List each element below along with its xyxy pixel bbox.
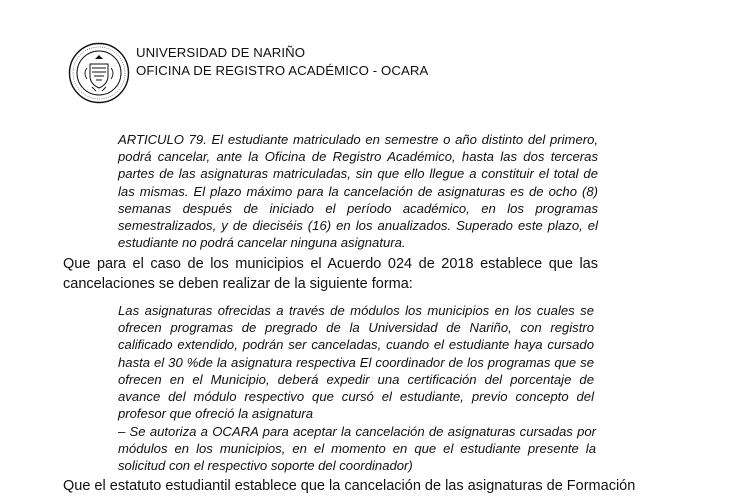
- quoted-municipios-rule: Las asignaturas ofrecidas a través de módulos los municipios en los cuales se ofrecen programas de pregrado de la Universidad de Nariño, con registro calificado extendido, podrán ser canceladas, cuando el estudiante haya cursado hasta el 30 %de la asignatura respectiva El coordinador de los programas que se ofrecen en el Municipio, deberá expedir una certificación del porcentaje de avance del módulo respectivo que cursó el estudiante, previo concepto del profesor que ofreció la asignatura: [118, 303, 594, 422]
- cutoff-text-line: Que el estatuto estudiantil establece que la cancelación de las asignaturas de Formación: [63, 478, 636, 494]
- university-seal-icon: [68, 42, 130, 104]
- body-paragraph: Que para el caso de los municipios el Acuerdo 024 de 2018 establece que las cancelaciones se deben realizar de la siguiente forma:: [63, 256, 598, 292]
- office-name: OFICINA DE REGISTRO ACADÉMICO - OCARA: [136, 63, 429, 78]
- letterhead: [68, 40, 568, 110]
- quoted-article-79: ARTICULO 79. El estudiante matriculado en semestre o año distinto del primero, podrá cancelar, ante la Oficina de Registro Académico, hasta las dos terceras partes de las asignaturas matriculadas, sin que ello llegue a constituir el total de las mismas. El plazo máximo para la cancelación de asignaturas es de ocho (8) semanas después de iniciado el período académico, en los programas semestralizados, y de dieciséis (16) en los anualizados. Superado este plazo, el estudiante no podrá cancelar ninguna asignatura.: [118, 132, 598, 251]
- institution-name: [136, 44, 428, 80]
- quoted-ocara-authorization: – Se autoriza a OCARA para aceptar la cancelación de asignaturas cursadas por módulos en los municipios, en el momento en que el estudiante presente la solicitud con el respectivo soporte del coordinador): [118, 424, 596, 474]
- university-name: UNIVERSIDAD DE NARIÑO: [136, 45, 306, 60]
